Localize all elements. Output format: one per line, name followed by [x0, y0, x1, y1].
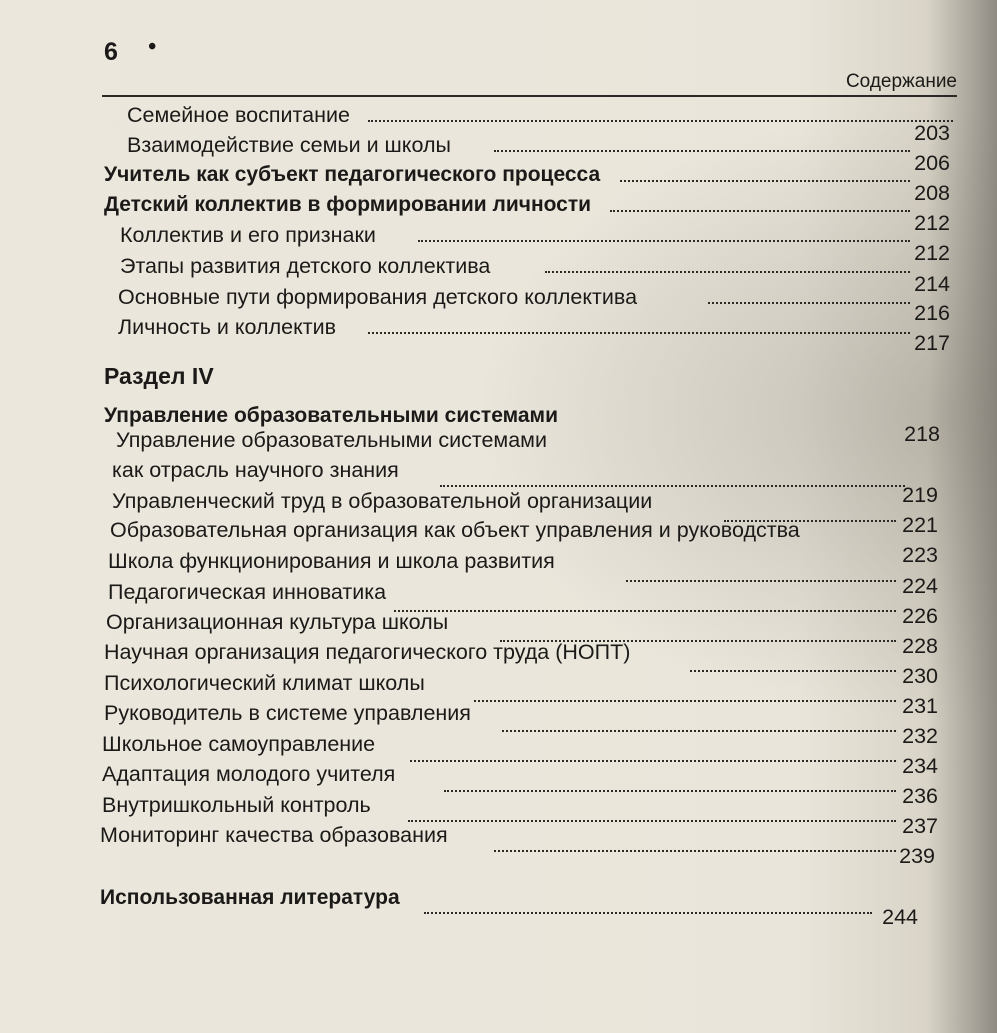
toc-entry-page: 232 — [902, 724, 938, 748]
toc-entry-title: Научная организация педагогического труда (НОПТ) — [104, 640, 631, 664]
toc-entry-page: 212 — [914, 241, 950, 265]
toc-entry-title: Педагогическая инноватика — [108, 580, 387, 604]
toc-entry-page: 218 — [904, 422, 940, 446]
toc-entry-title: Учитель как субъект педагогического процесса — [104, 163, 601, 186]
toc-leader — [494, 150, 910, 152]
toc-entry-page: 228 — [902, 634, 938, 658]
toc-entry-title: Управление образовательными системами — [116, 428, 547, 452]
toc-entry-page: 231 — [902, 694, 938, 718]
page-number: 6 — [104, 38, 118, 66]
toc-entry-title: Мониторинг качества образования — [100, 823, 448, 847]
toc-entry-title: Школьное самоуправление — [102, 732, 376, 756]
toc-leader — [708, 302, 910, 304]
toc-entry-title: Личность и коллектив — [118, 315, 337, 339]
toc-entry-page: 234 — [902, 754, 938, 778]
toc-entry-page: 206 — [914, 151, 950, 175]
toc-entry-page: 236 — [902, 784, 938, 808]
header-rule — [102, 95, 957, 97]
toc-entry-page: 224 — [902, 574, 938, 598]
toc-entry-page: 223 — [902, 543, 938, 567]
toc-entry-title: Детский коллектив в формировании личности — [104, 193, 592, 216]
toc-entry-page: 203 — [914, 121, 950, 145]
toc-entry-page: 214 — [914, 272, 950, 296]
toc-entry-title: Руководитель в системе управления — [104, 701, 471, 725]
toc-entry-title: Адаптация молодого учителя — [102, 762, 396, 786]
toc-entry-title: Внутришкольный контроль — [102, 793, 371, 817]
toc-leader — [394, 610, 896, 612]
toc-entry-page: 221 — [902, 513, 938, 537]
toc-entry-page: 216 — [914, 301, 950, 325]
toc-leader — [424, 912, 872, 914]
toc-entry-title: Взаимодействие семьи и школы — [127, 133, 451, 157]
running-title: Содержание — [845, 71, 957, 92]
toc-leader — [620, 180, 910, 182]
toc-entry-title: Семейное воспитание — [127, 103, 350, 127]
toc-entry-title: Использованная литература — [100, 886, 400, 909]
toc-entry-title: как отрасль научного знания — [112, 458, 399, 482]
toc-entry-title: Школа функционирования и школа развития — [108, 549, 555, 573]
toc-leader — [440, 485, 905, 487]
toc-leader — [690, 670, 896, 672]
toc-leader — [368, 332, 910, 334]
toc-leader — [368, 120, 953, 122]
toc-entry-title: Коллектив и его признаки — [120, 223, 376, 247]
toc-leader — [502, 730, 896, 732]
toc-entry-title: Организационная культура школы — [106, 610, 449, 634]
toc-entry-page: 239 — [899, 844, 935, 868]
toc-entry-page: 219 — [902, 483, 938, 507]
toc-leader — [626, 580, 896, 582]
toc-entry-title: Управленческий труд в образовательной организации — [112, 489, 653, 513]
toc-entry-page: 226 — [902, 604, 938, 628]
toc-leader — [474, 700, 896, 702]
toc-leader — [418, 240, 910, 242]
toc-leader — [494, 850, 896, 852]
page-bullet: • — [148, 34, 157, 60]
toc-leader — [444, 790, 896, 792]
toc-entry-page: 212 — [914, 211, 950, 235]
toc-entry-page: 230 — [902, 664, 938, 688]
toc-entry-title: Психологический климат школы — [104, 671, 425, 695]
toc-entry-title: Управление образовательными системами — [104, 404, 559, 427]
section-label: Раздел IV — [104, 363, 214, 389]
toc-leader — [545, 271, 910, 273]
toc-entry-page: 244 — [882, 905, 918, 929]
toc-entry-title: Образовательная организация как объект управления и руководства — [110, 518, 800, 542]
toc-leader — [610, 210, 910, 212]
toc-entry-title: Этапы развития детского коллектива — [120, 254, 491, 278]
toc-leader — [408, 820, 896, 822]
toc-entry-page: 237 — [902, 814, 938, 838]
toc-entry-page: 217 — [914, 331, 950, 355]
toc-entry-title: Основные пути формирования детского коллектива — [118, 285, 638, 309]
toc-leader — [410, 760, 896, 762]
toc-entry-page: 208 — [914, 181, 950, 205]
